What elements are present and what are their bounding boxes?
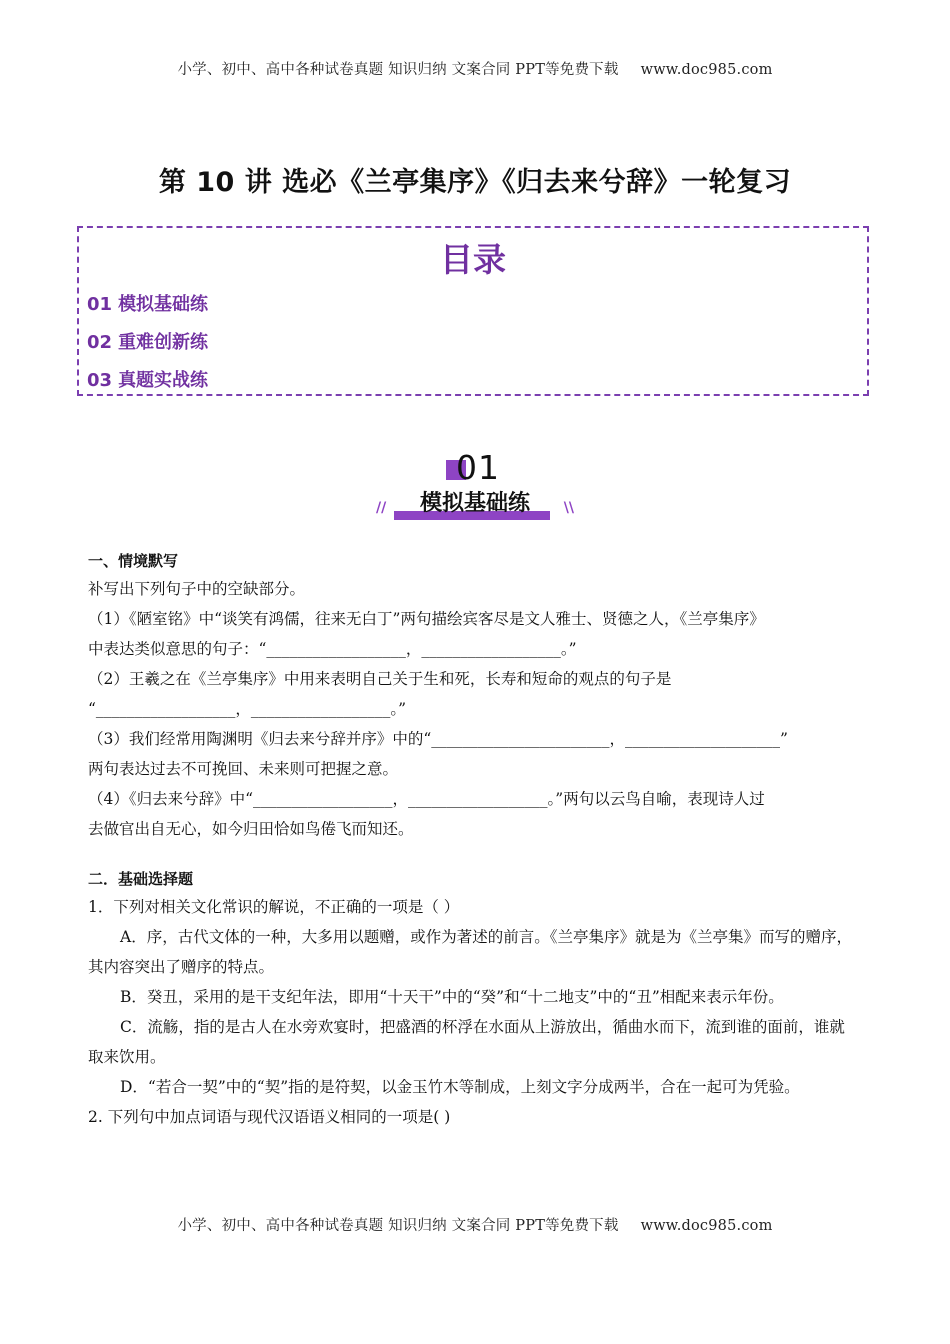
question-line: （2）王羲之在《兰亭集序》中用来表明自己关于生和死，长寿和短命的观点的句子是 (88, 670, 672, 688)
header-banner (0, 58, 950, 79)
toc-item-label: 重难创新练 (118, 332, 209, 353)
banner-site[interactable]: www.doc985.com (640, 62, 773, 78)
toc-heading: 目录 (440, 240, 506, 279)
question-line: 两句表达过去不可挽回、未来则可把握之意。 (88, 760, 399, 778)
option-c: C．流觞，指的是古人在水旁欢宴时，把盛酒的杯浮在水面从上游放出，循曲水而下，流到谁的面前，谁就取来饮用。 (88, 1018, 845, 1066)
section-heading-dictation: 一、情境默写 (88, 552, 179, 570)
toc-item-1[interactable] (87, 290, 208, 316)
question-stem: 2. 下列句中加点词语与现代汉语语义相同的一项是( ) (88, 1108, 451, 1126)
toc-item-number: 03 (87, 370, 113, 391)
banner-text: 小学、初中、高中各种试卷真题 知识归纳 文案合同 PPT等免费下载 (177, 62, 619, 78)
toc-item-label: 模拟基础练 (118, 294, 209, 315)
toc-item-number: 01 (87, 294, 113, 315)
toc-item-label: 真题实战练 (118, 370, 209, 391)
instruction: 补写出下列句子中的空缺部分。 (88, 580, 306, 598)
section-badge (372, 448, 578, 526)
question-line: （1）《陋室铭》中“谈笑有鸿儒，往来无白丁”两句描绘宾客尽是文人雅士、贤德之人，《兰亭集序》 (88, 610, 765, 628)
toc-item-2[interactable] (87, 328, 208, 354)
slash-decoration-left: // (376, 500, 387, 516)
slash-decoration-right: \\ (563, 500, 574, 516)
document-title: 第 10 讲 选必《兰亭集序》《归去来兮辞》一轮复习 (158, 167, 792, 198)
question-line: “__________________，__________________。” (88, 700, 407, 718)
banner-site[interactable]: www.doc985.com (640, 1218, 773, 1234)
option-b: B．癸丑，采用的是干支纪年法，即用“十天干”中的“癸”和“十二地支”中的“丑”相配来表示年份。 (120, 988, 784, 1006)
content-body (88, 548, 858, 1132)
table-of-contents (77, 226, 869, 396)
spacer (88, 844, 858, 866)
option-d: D．“若合一契”中的“契”指的是符契，以金玉竹木等制成，上刻文字分成两半，合在一起可为凭验。 (120, 1078, 800, 1096)
footer-banner (0, 1214, 950, 1235)
question-line: 中表达类似意思的句子：“__________________，__________________。” (88, 640, 577, 658)
section-heading-choice: 二．基础选择题 (88, 870, 194, 888)
option-a: A．序，古代文体的一种，大多用以题赠，或作为著述的前言。《兰亭集序》就是为《兰亭集》而写的赠序，其内容突出了赠序的特点。 (88, 928, 852, 976)
question-line: 去做官出自无心，如今归田恰如鸟倦飞而知还。 (88, 820, 414, 838)
toc-item-number: 02 (87, 332, 113, 353)
toc-item-3[interactable] (87, 366, 208, 392)
badge-number: 01 (456, 448, 500, 487)
question-line: （3）我们经常用陶渊明《归去来兮辞并序》中的“_______________________，____________________” (88, 730, 788, 748)
question-line: （4）《归去来兮辞》中“__________________，__________________。”两句以云鸟自喻，表现诗人过 (88, 790, 765, 808)
badge-label: 模拟基础练 (419, 491, 530, 516)
banner-text: 小学、初中、高中各种试卷真题 知识归纳 文案合同 PPT等免费下载 (177, 1218, 619, 1234)
question-stem: 1．下列对相关文化常识的解说，不正确的一项是（ ） (88, 898, 460, 916)
